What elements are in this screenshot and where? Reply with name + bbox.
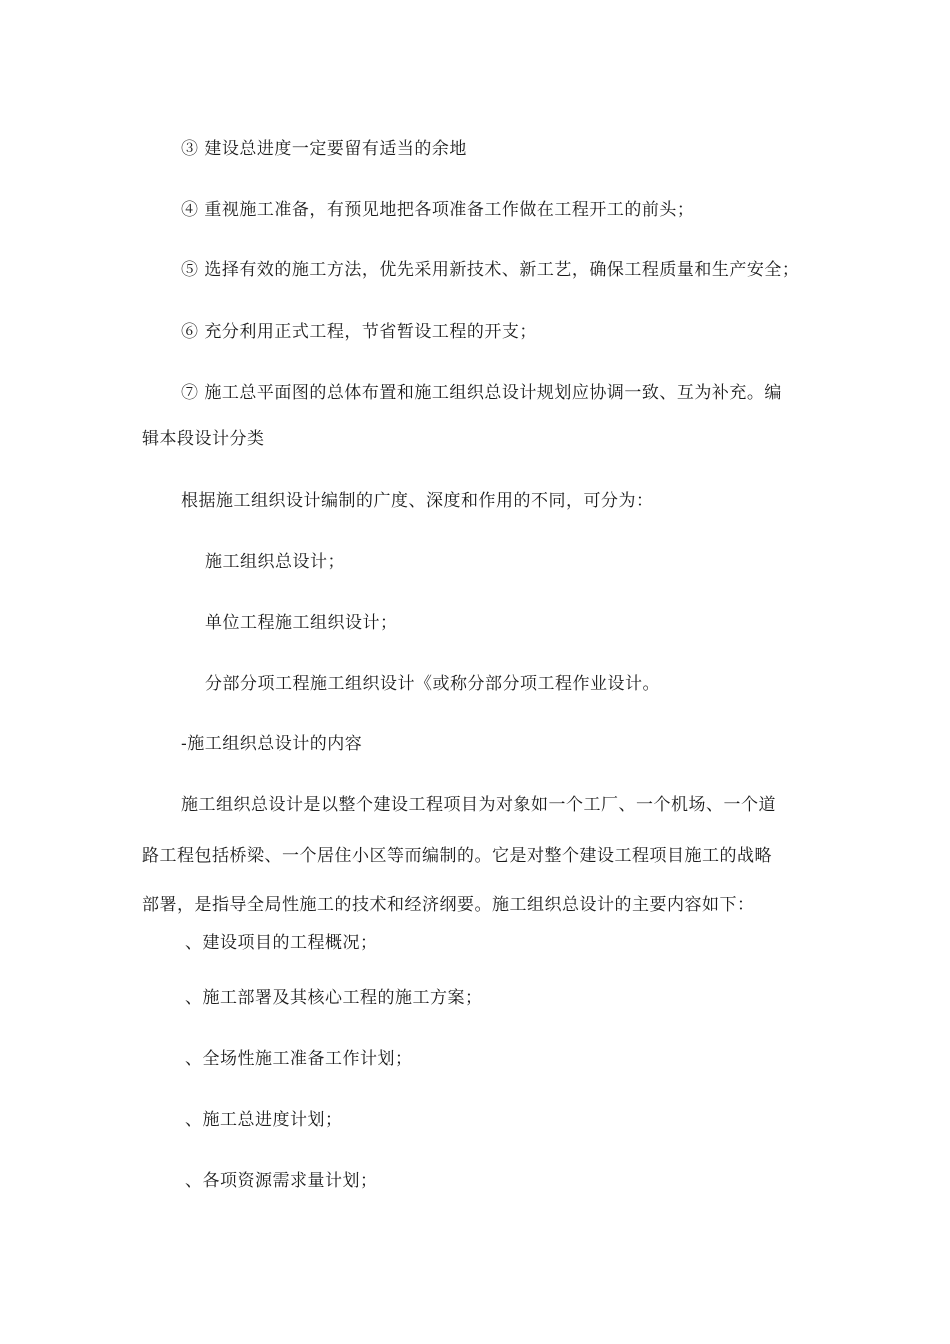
content-item-3: 、全场性施工准备工作计划； [185,1049,413,1069]
classification-item-2: 单位工程施工组织设计； [205,613,398,633]
content-item-2: 、施工部署及其核心工程的施工方案； [185,988,483,1008]
principle-item-5: ⑤ 选择有效的施工方法，优先采用新技术、新工艺，确保工程质量和生产安全； [181,260,800,280]
classification-item-3: 分部分项工程施工组织设计《或称分部分项工程作业设计。 [205,674,660,694]
section-heading-classification: 辑本段设计分类 [142,429,265,449]
content-paragraph-line-2: 路工程包括桥梁、一个居住小区等而编制的。它是对整个建设工程项目施工的战略 [142,846,772,866]
section-heading-content: -施工组织总设计的内容 [181,734,363,754]
content-item-5: 、各项资源需求量计划； [185,1171,378,1191]
content-item-1: 、建设项目的工程概况； [185,933,378,953]
principle-item-3: ③ 建设总进度一定要留有适当的余地 [181,139,467,159]
principle-item-6: ⑥ 充分利用正式工程，节省暂设工程的开支； [181,322,537,342]
content-paragraph-line-3: 部署，是指导全局性施工的技术和经济纲要。施工组织总设计的主要内容如下： [142,895,755,915]
content-item-4: 、施工总进度计划； [185,1110,343,1130]
principle-item-7: ⑦ 施工总平面图的总体布置和施工组织总设计规划应协调一致、互为补充。编 [181,383,782,403]
principle-item-4: ④ 重视施工准备，有预见地把各项准备工作做在工程开工的前头； [181,200,695,220]
classification-intro: 根据施工组织设计编制的广度、深度和作用的不同，可分为： [181,491,654,511]
content-paragraph-line-1: 施工组织总设计是以整个建设工程项目为对象如一个工厂、一个机场、一个道 [181,795,776,815]
classification-item-1: 施工组织总设计； [205,552,345,572]
